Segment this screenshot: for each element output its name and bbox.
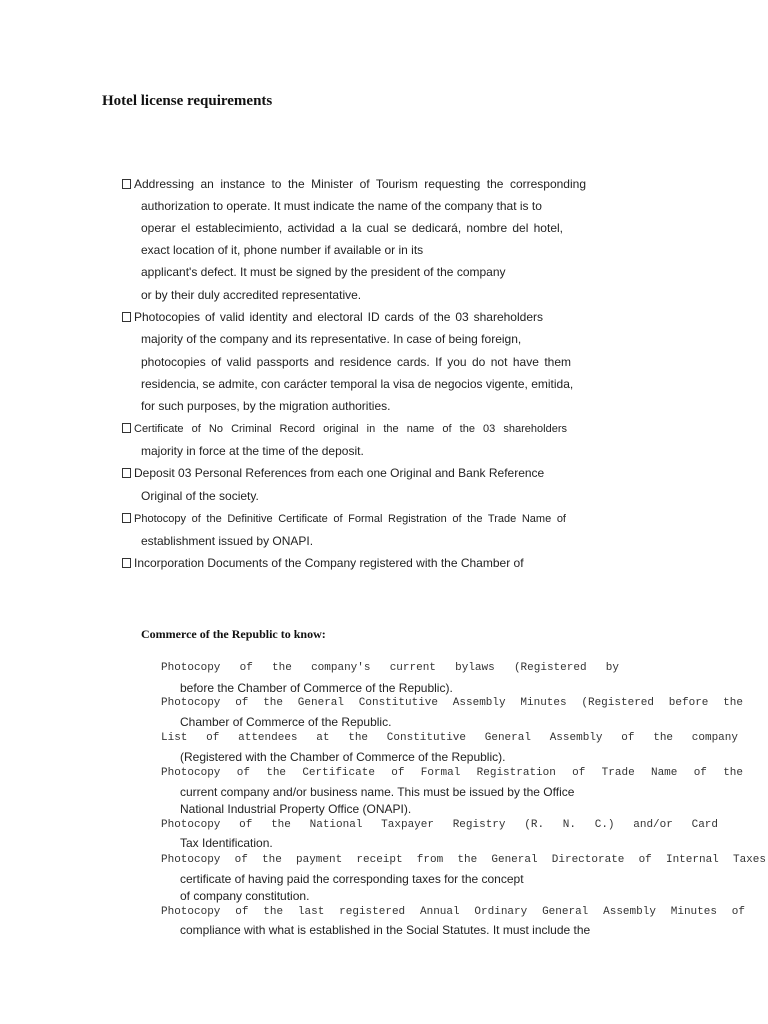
requirement-2-line-1: Photocopies of valid identity and electoral ID cards of the 03 shareholders xyxy=(122,310,543,324)
requirement-1-line-2: authorization to operate. It must indicate the name of the company that is to xyxy=(141,199,542,213)
checkbox-bullet-icon xyxy=(122,513,131,523)
checkbox-bullet-icon xyxy=(122,179,131,189)
requirement-1-line-4: exact location of it, phone number if available or in its xyxy=(141,243,424,257)
document-item-5-detail: Tax Identification. xyxy=(180,836,273,850)
document-item-6-detail-2: of company constitution. xyxy=(180,889,310,903)
document-item-3-title: List of attendees at the Constitutive General Assembly of the company xyxy=(161,732,738,744)
document-item-4-detail-2: National Industrial Property Office (ONAPI). xyxy=(180,802,412,816)
checkbox-bullet-icon xyxy=(122,558,131,568)
document-item-2-detail: Chamber of Commerce of the Republic. xyxy=(180,715,392,729)
requirement-2-line-4: residencia, se admite, con carácter temporal la visa de negocios vigente, emitida, xyxy=(141,377,574,391)
document-item-7-detail: compliance with what is established in the Social Statutes. It must include the xyxy=(180,923,591,937)
checkbox-bullet-icon xyxy=(122,423,131,433)
requirement-5-line-1: Photocopy of the Definitive Certificate of Formal Registration of the Trade Name of xyxy=(122,512,566,526)
requirement-4-line-1: Deposit 03 Personal References from each one Original and Bank Reference xyxy=(122,466,544,480)
requirement-3-line-2: majority in force at the time of the deposit. xyxy=(141,444,364,458)
document-item-1-detail: before the Chamber of Commerce of the Republic). xyxy=(180,681,453,695)
document-item-3-detail: (Registered with the Chamber of Commerce of the Republic). xyxy=(180,750,506,764)
requirement-4-line-2: Original of the society. xyxy=(141,489,259,503)
document-item-5-title: Photocopy of the National Taxpayer Registry (R. N. C.) and/or Card xyxy=(161,819,718,831)
document-item-2-title: Photocopy of the General Constitutive Assembly Minutes (Registered before the xyxy=(161,697,743,709)
requirement-2-line-3: photocopies of valid passports and residence cards. If you do not have them xyxy=(141,355,571,369)
page-title: Hotel license requirements xyxy=(102,93,273,109)
document-item-6-title: Photocopy of the payment receipt from the General Directorate of Internal Taxes xyxy=(161,854,766,866)
requirement-1-line-1: Addressing an instance to the Minister of Tourism requesting the corresponding xyxy=(122,177,586,191)
checkbox-bullet-icon xyxy=(122,312,131,322)
document-item-7-title: Photocopy of the last registered Annual Ordinary General Assembly Minutes of xyxy=(161,906,745,918)
document-item-4-title: Photocopy of the Certificate of Formal Registration of Trade Name of the xyxy=(161,767,743,779)
requirement-1-line-3: operar el establecimiento, actividad a la cual se dedicará, nombre del hotel, xyxy=(141,221,563,235)
requirement-6-line-1: Incorporation Documents of the Company registered with the Chamber of xyxy=(122,556,524,570)
document-item-6-detail-1: certificate of having paid the corresponding taxes for the concept xyxy=(180,872,524,886)
document-item-4-detail-1: current company and/or business name. This must be issued by the Office xyxy=(180,785,575,799)
requirement-2-line-5: for such purposes, by the migration authorities. xyxy=(141,399,391,413)
section-subheading: Commerce of the Republic to know: xyxy=(141,627,326,641)
requirement-1-line-5: applicant's defect. It must be signed by the president of the company xyxy=(141,265,506,279)
document-item-1-title: Photocopy of the company's current bylaws (Registered by xyxy=(161,662,619,674)
requirement-5-line-2: establishment issued by ONAPI. xyxy=(141,534,314,548)
requirement-3-line-1: Certificate of No Criminal Record original in the name of the 03 shareholders xyxy=(122,422,567,436)
requirement-1-line-6: or by their duly accredited representative. xyxy=(141,288,362,302)
checkbox-bullet-icon xyxy=(122,468,131,478)
requirement-2-line-2: majority of the company and its representative. In case of being foreign, xyxy=(141,332,522,346)
